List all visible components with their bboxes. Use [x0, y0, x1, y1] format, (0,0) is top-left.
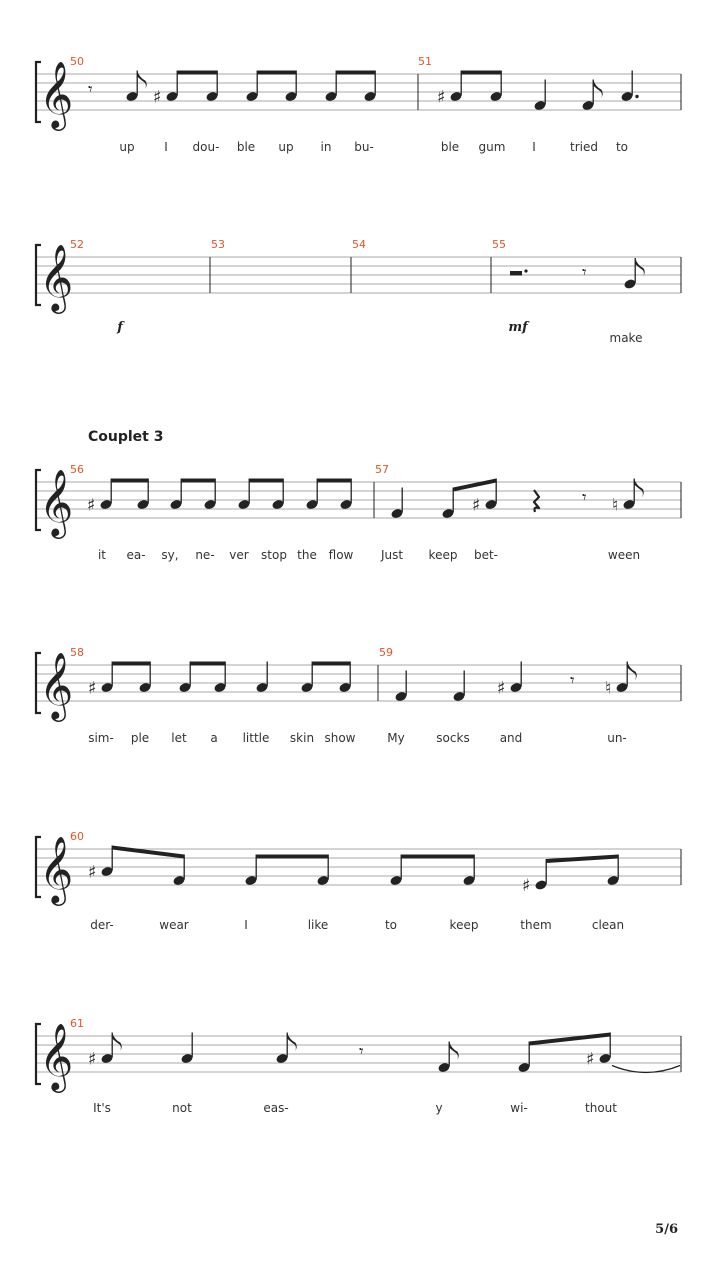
- eighth-rest-icon: 𝄾: [582, 263, 587, 283]
- beam: [190, 662, 225, 666]
- lyric-syllable: in: [320, 140, 332, 154]
- measure-number: 52: [70, 238, 84, 251]
- lyric-syllable: skin: [289, 731, 315, 745]
- lyric-syllable: sy,: [161, 548, 179, 562]
- measure-number: 50: [70, 55, 84, 68]
- eighth-rest-icon: 𝄾: [582, 488, 587, 508]
- lyric-syllable: wi-: [510, 1101, 528, 1115]
- lyric-syllable: stop: [261, 548, 287, 562]
- lyric-syllable: keep: [449, 918, 479, 932]
- lyric-syllable: It's: [93, 1101, 111, 1115]
- lyric-syllable: ween: [607, 548, 641, 562]
- lyric-syllable: to: [384, 918, 398, 932]
- sharp-icon: ♯: [472, 495, 481, 516]
- beam: [312, 662, 350, 666]
- lyric-syllable: make: [609, 331, 643, 345]
- lyric-syllable: flow: [328, 548, 354, 562]
- lyric-syllable: it: [97, 548, 107, 562]
- treble-clef-icon: 𝄞: [39, 651, 74, 719]
- measure-number: 60: [70, 830, 84, 843]
- lyric-syllable: eas-: [263, 1101, 289, 1115]
- sharp-icon: ♯: [88, 1049, 97, 1070]
- lyric-syllable: little: [242, 731, 270, 745]
- beam: [461, 71, 501, 75]
- measure-number: 59: [379, 646, 393, 659]
- beam: [317, 479, 351, 483]
- section-title: Couplet 3: [88, 429, 164, 445]
- lyric-syllable: a: [210, 731, 218, 745]
- dynamic-marking: mf: [508, 320, 528, 335]
- eighth-flag: [449, 1042, 459, 1061]
- beam: [401, 855, 474, 859]
- lyric-syllable: gum: [478, 140, 506, 154]
- sharp-icon: ♯: [437, 87, 446, 108]
- beam: [112, 662, 150, 666]
- page-number: 5/6: [655, 1222, 678, 1237]
- augmentation-dot: [635, 95, 638, 98]
- treble-clef-icon: 𝄞: [39, 60, 74, 128]
- measure-number: 51: [418, 55, 432, 68]
- beam: [181, 479, 215, 483]
- lyric-syllable: and: [499, 731, 523, 745]
- beam: [336, 71, 375, 75]
- eighth-flag: [593, 80, 603, 99]
- natural-icon: ♮: [612, 495, 619, 516]
- sharp-icon: ♯: [522, 876, 531, 896]
- measure-number: 55: [492, 238, 506, 251]
- lyric-syllable: keep: [428, 548, 458, 562]
- half-rest-icon: [510, 271, 522, 276]
- eighth-flag: [627, 662, 637, 681]
- sharp-icon: ♯: [586, 1049, 595, 1070]
- beam: [546, 855, 618, 864]
- beam: [256, 855, 328, 859]
- measure-number: 56: [70, 463, 84, 476]
- lyric-syllable: to: [615, 140, 629, 154]
- eighth-flag: [635, 258, 645, 277]
- sharp-icon: ♯: [88, 862, 97, 883]
- beam: [111, 479, 148, 483]
- lyric-syllable: socks: [436, 731, 470, 745]
- eighth-flag: [287, 1033, 297, 1052]
- sharp-icon: ♯: [497, 678, 506, 699]
- eighth-rest-icon: 𝄾: [359, 1042, 364, 1062]
- lyric-syllable: ple: [130, 731, 150, 745]
- lyric-syllable: ea-: [126, 548, 146, 562]
- measure-number: 61: [70, 1017, 84, 1030]
- beam: [529, 1033, 610, 1046]
- treble-clef-icon: 𝄞: [39, 835, 74, 903]
- lyric-syllable: ne-: [195, 548, 215, 562]
- lyric-syllable: I: [164, 140, 168, 154]
- lyric-syllable: wear: [159, 918, 189, 932]
- lyric-syllable: My: [387, 731, 405, 745]
- lyric-syllable: dou-: [192, 140, 220, 154]
- lyric-syllable: der-: [90, 918, 114, 932]
- lyric-syllable: let: [171, 731, 187, 745]
- tie: [612, 1066, 680, 1073]
- lyric-syllable: y: [435, 1101, 443, 1115]
- eighth-flag: [137, 71, 147, 90]
- augmentation-dot: [524, 269, 527, 272]
- eighth-flag: [634, 479, 644, 498]
- lyric-syllable: bet-: [473, 548, 499, 562]
- eighth-flag: [112, 1033, 122, 1052]
- lyric-syllable: ver: [229, 548, 249, 562]
- treble-clef-icon: 𝄞: [39, 468, 74, 536]
- beam: [177, 71, 217, 75]
- treble-clef-icon: 𝄞: [39, 1022, 74, 1090]
- lyric-syllable: not: [172, 1101, 192, 1115]
- lyric-syllable: ble: [236, 140, 256, 154]
- lyric-syllable: sim-: [88, 731, 114, 745]
- lyric-syllable: I: [532, 140, 536, 154]
- lyric-syllable: tried: [570, 140, 598, 154]
- lyric-syllable: I: [244, 918, 248, 932]
- measure-number: 53: [211, 238, 225, 251]
- lyric-syllable: up: [119, 140, 135, 154]
- treble-clef-icon: 𝄞: [39, 243, 74, 311]
- lyric-syllable: ble: [440, 140, 460, 154]
- measure-number: 54: [352, 238, 366, 251]
- lyric-syllable: like: [307, 918, 329, 932]
- measure-number: 57: [375, 463, 389, 476]
- measure-number: 58: [70, 646, 84, 659]
- beam: [257, 71, 296, 75]
- lyric-syllable: clean: [591, 918, 625, 932]
- beam: [249, 479, 283, 483]
- eighth-rest-icon: 𝄾: [88, 80, 93, 100]
- lyric-syllable: bu-: [354, 140, 374, 154]
- dynamic-marking: f: [117, 320, 123, 335]
- lyric-syllable: Just: [380, 548, 404, 562]
- lyric-syllable: thout: [585, 1101, 617, 1115]
- lyric-syllable: show: [324, 731, 356, 745]
- lyric-syllable: the: [297, 548, 317, 562]
- lyric-syllable: them: [520, 918, 552, 932]
- sharp-icon: ♯: [88, 678, 97, 699]
- beam: [112, 846, 184, 859]
- lyric-syllable: up: [278, 140, 294, 154]
- eighth-rest-icon: 𝄾: [570, 671, 575, 691]
- beam: [453, 479, 496, 492]
- lyric-syllable: un-: [607, 731, 627, 745]
- sharp-icon: ♯: [153, 87, 162, 108]
- sharp-icon: ♯: [87, 495, 96, 516]
- natural-icon: ♮: [605, 678, 612, 699]
